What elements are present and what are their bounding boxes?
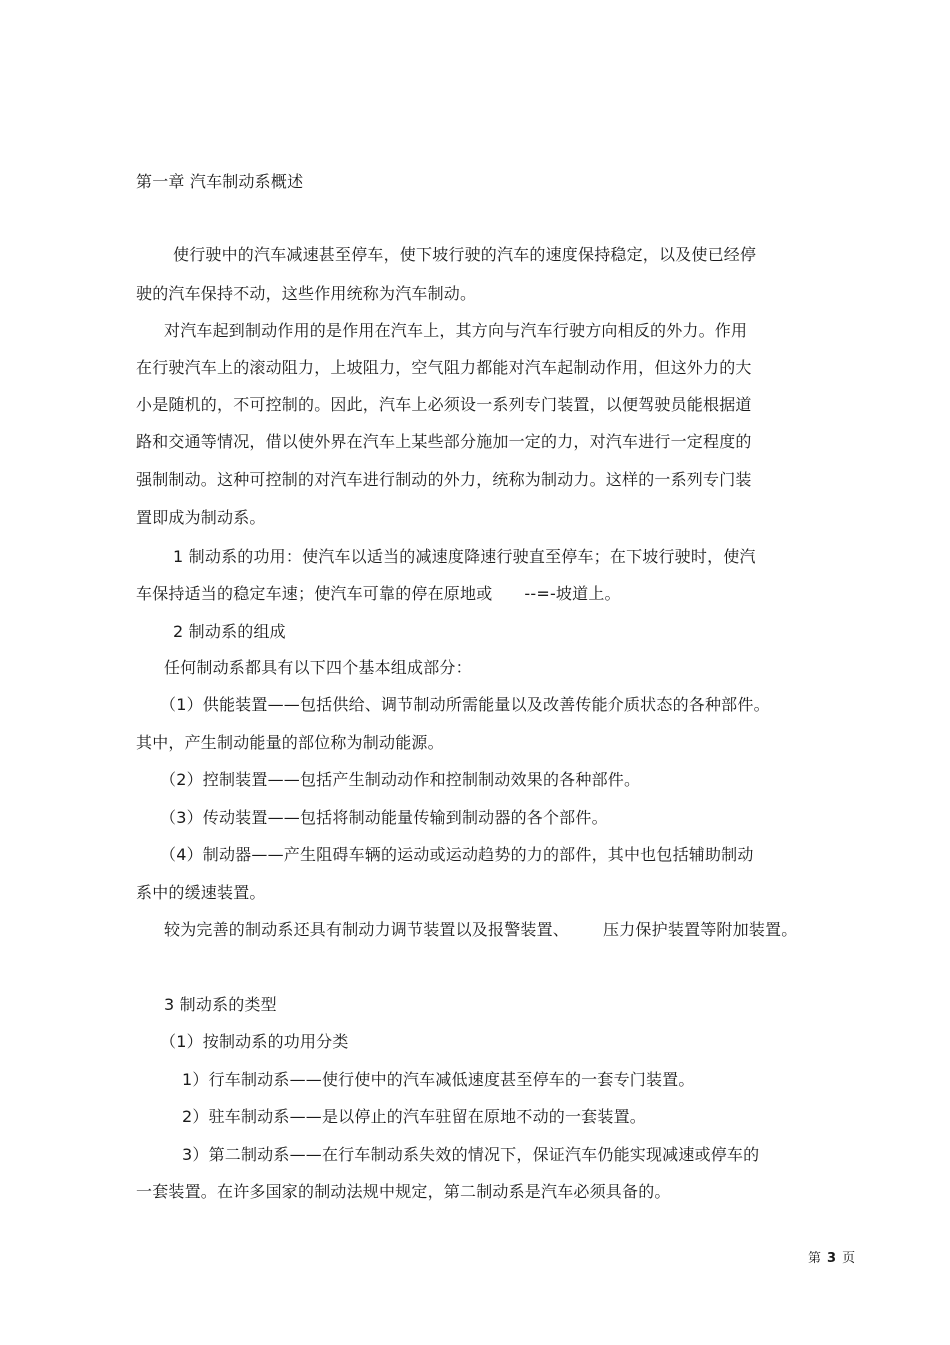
page-number: 3 bbox=[827, 1251, 837, 1266]
section-2-title: 2 制动系的组成 bbox=[173, 622, 286, 641]
page-number-footer bbox=[808, 1250, 855, 1268]
component-item-1: （1）供能装置——包括供给、调节制动所需能量以及改善传能介质状态的各种部件。 bbox=[160, 695, 770, 714]
section-1-line bbox=[136, 583, 621, 605]
type-item-3-cont: 一套装置。在许多国家的制动法规中规定，第二制动系是汽车必须具备的。 bbox=[136, 1182, 671, 1201]
paragraph-line: 对汽车起到制动作用的是作用在汽车上，其方向与汽车行驶方向相反的外力。作用 bbox=[164, 321, 748, 340]
extra-devices-b: 压力保护装置等附加装置。 bbox=[603, 920, 798, 939]
component-item-1-cont: 其中，产生制动能量的部位称为制动能源。 bbox=[136, 733, 444, 752]
type-item-1: 1）行车制动系——使行使中的汽车减低速度甚至停车的一套专门装置。 bbox=[182, 1070, 695, 1089]
paragraph-line: 路和交通等情况，借以使外界在汽车上某些部分施加一定的力，对汽车进行一定程度的 bbox=[136, 432, 752, 451]
paragraph-line: 强制制动。这种可控制的对汽车进行制动的外力，统称为制动力。这样的一系列专门装 bbox=[136, 470, 752, 489]
section-1-text-a: 车保持适当的稳定车速；使汽车可靠的停在原地或 bbox=[136, 584, 493, 603]
section-1-text-b: --=-坡道上。 bbox=[524, 584, 621, 603]
page-suffix: 页 bbox=[842, 1251, 856, 1266]
component-item-4-cont: 系中的缓速装置。 bbox=[136, 883, 266, 902]
extra-devices-a: 较为完善的制动系还具有制动力调节装置以及报警装置、 bbox=[164, 920, 570, 939]
paragraph-line: 驶的汽车保持不动，这些作用统称为汽车制动。 bbox=[136, 284, 477, 303]
chapter-title: 第一章 汽车制动系概述 bbox=[136, 172, 304, 191]
type-item-2: 2）驻车制动系——是以停止的汽车驻留在原地不动的一套装置。 bbox=[182, 1107, 646, 1126]
section-3-title: 3 制动系的类型 bbox=[164, 995, 277, 1014]
page-prefix: 第 bbox=[808, 1251, 822, 1266]
paragraph-line: 小是随机的，不可控制的。因此，汽车上必须设一系列专门装置，以便驾驶员能根据道 bbox=[136, 395, 752, 414]
paragraph-line: 置即成为制动系。 bbox=[136, 508, 266, 527]
component-item-2: （2）控制装置——包括产生制动动作和控制制动效果的各种部件。 bbox=[160, 770, 641, 789]
section-2-intro: 任何制动系都具有以下四个基本组成部分： bbox=[164, 658, 472, 677]
component-item-4: （4）制动器——产生阻碍车辆的运动或运动趋势的力的部件，其中也包括辅助制动 bbox=[160, 845, 754, 864]
paragraph-line: 使行驶中的汽车减速甚至停车，使下坡行驶的汽车的速度保持稳定，以及使已经停 bbox=[173, 245, 757, 264]
section-1-line: 1 制动系的功用：使汽车以适当的减速度降速行驶直至停车；在下坡行驶时，使汽 bbox=[173, 547, 756, 566]
extra-devices-line bbox=[164, 919, 797, 941]
paragraph-line: 在行驶汽车上的滚动阻力，上坡阻力，空气阻力都能对汽车起制动作用，但这外力的大 bbox=[136, 358, 752, 377]
component-item-3: （3）传动装置——包括将制动能量传输到制动器的各个部件。 bbox=[160, 808, 608, 827]
type-item-3: 3）第二制动系——在行车制动系失效的情况下，保证汽车仍能实现减速或停车的 bbox=[182, 1145, 760, 1164]
section-3-subtitle: （1）按制动系的功用分类 bbox=[160, 1032, 349, 1051]
